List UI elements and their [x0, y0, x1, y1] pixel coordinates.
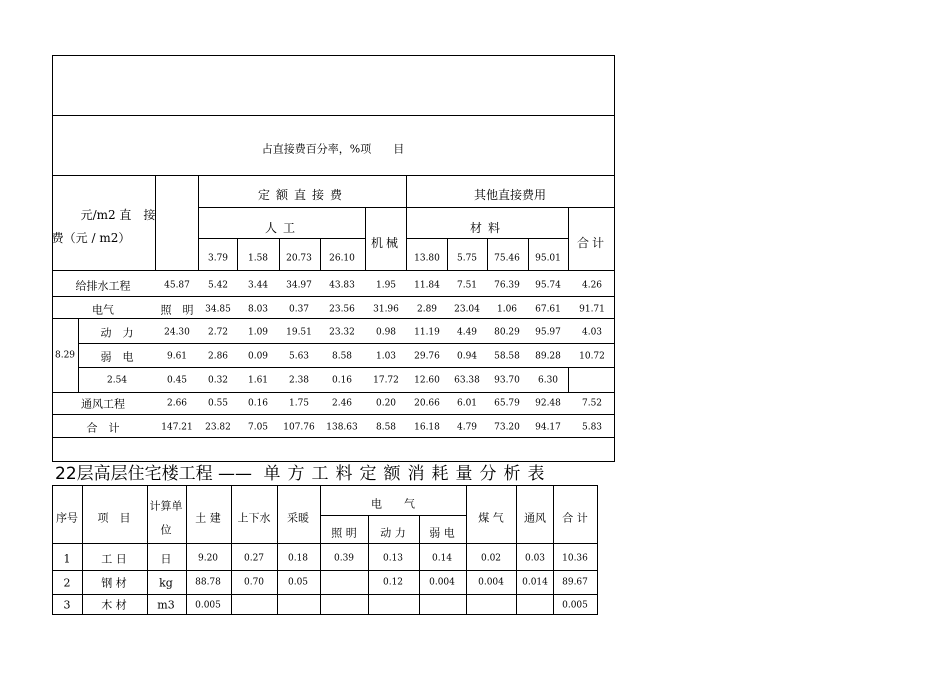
cell: 76.39 — [494, 280, 520, 291]
cell: 0.98 — [375, 327, 397, 338]
cell: 92.48 — [535, 398, 561, 409]
col-header-tujian: 土 建 — [195, 511, 221, 525]
col-header-xuhao: 序号 — [56, 511, 78, 525]
cell: 23.04 — [454, 304, 480, 315]
col-header-zhaoming: 照 明 — [331, 526, 357, 540]
cell: 10.36 — [562, 553, 588, 564]
table-2-title — [55, 462, 551, 486]
cell: 4.26 — [581, 280, 603, 291]
cell: 89.28 — [535, 351, 561, 362]
cell: 0.03 — [524, 553, 546, 564]
cell: 16.18 — [414, 422, 440, 433]
cell: 8.58 — [331, 351, 353, 362]
header-jixie: 机械 — [370, 236, 402, 250]
cell: 11.84 — [414, 280, 440, 291]
cell: 7.05 — [247, 422, 269, 433]
cell: 0.13 — [382, 553, 404, 564]
cell: 8.03 — [247, 304, 269, 315]
cell: 9.61 — [166, 351, 188, 362]
cell: 4.03 — [581, 327, 603, 338]
col-header-ruodian: 弱 电 — [429, 526, 455, 540]
cell: 91.71 — [579, 304, 605, 315]
col-header-dongli: 动 力 — [380, 526, 406, 540]
cell: 5.63 — [288, 351, 310, 362]
row-unit: 日 — [160, 552, 172, 566]
cell: 照 明 — [160, 303, 194, 317]
header-qita: 其他直接费用 — [473, 188, 547, 202]
cell: 43.83 — [329, 280, 355, 291]
cell: 107.76 — [283, 422, 315, 433]
cell: 20.66 — [414, 398, 440, 409]
cell: 2.66 — [166, 398, 188, 409]
row-name: 动 力 — [100, 326, 134, 340]
cell: 0.45 — [166, 375, 188, 386]
cell: 29.76 — [414, 351, 440, 362]
cell: 95.97 — [535, 327, 561, 338]
cell: 45.87 — [164, 280, 190, 291]
cell: 2.89 — [416, 304, 438, 315]
row-item: 木 材 — [101, 598, 127, 612]
cell: 0.004 — [429, 577, 455, 588]
cell: 11.19 — [414, 327, 440, 338]
cell: 0.18 — [287, 553, 309, 564]
cell: 88.78 — [195, 577, 221, 588]
header-unit-line1: 元/m2 直 接 — [80, 208, 156, 222]
cell: 0.55 — [207, 398, 229, 409]
side-label: 8.29 — [54, 350, 76, 361]
header-dinge: 定额直接费 — [257, 188, 349, 202]
cell: 0.09 — [247, 351, 269, 362]
title-part2: 单方工料定额消耗量分析表 — [263, 464, 552, 484]
row-unit: m3 — [157, 598, 175, 612]
row-item: 工 日 — [101, 552, 127, 566]
cell: 0.014 — [522, 577, 548, 588]
cell: 1.95 — [375, 280, 397, 291]
cell: 0.32 — [207, 375, 229, 386]
row-item: 钢 材 — [101, 576, 127, 590]
cell: 95.74 — [535, 280, 561, 291]
cell: 1.03 — [375, 351, 397, 362]
col-header-xiangmu: 项 目 — [97, 511, 131, 525]
cell: 3.44 — [247, 280, 269, 291]
cell: 5.42 — [207, 280, 229, 291]
col-header-dianqi: 电 气 — [371, 497, 415, 511]
cell: 67.61 — [535, 304, 561, 315]
title-part1: 22层高层住宅楼工程 —— — [55, 464, 253, 484]
subhead-value: 13.80 — [414, 253, 440, 264]
cell: 0.20 — [375, 398, 397, 409]
row-name: 弱 电 — [100, 350, 134, 364]
row-name: 通风工程 — [81, 397, 125, 411]
header-percent-label: 占直接费百分率，%项 目 — [261, 142, 405, 156]
cell: 94.17 — [535, 422, 561, 433]
cell: 2.38 — [288, 375, 310, 386]
cell: 0.16 — [247, 398, 269, 409]
cell: 19.51 — [286, 327, 312, 338]
cell: 24.30 — [164, 327, 190, 338]
subhead-value: 20.73 — [286, 253, 312, 264]
row-name: 合 计 — [86, 421, 120, 435]
col-header-cainuan: 采暖 — [287, 511, 309, 525]
cell: 4.79 — [456, 422, 478, 433]
cell: 17.72 — [373, 375, 399, 386]
row-name: 2.54 — [106, 375, 128, 386]
cell: 0.14 — [431, 553, 453, 564]
cell: 1.06 — [496, 304, 518, 315]
col-header-danwei-1: 计算单 — [149, 499, 183, 513]
cell: 7.51 — [456, 280, 478, 291]
cell: 31.96 — [373, 304, 399, 315]
cell: 1.09 — [247, 327, 269, 338]
col-header-danwei-2: 位 — [160, 523, 172, 537]
cell: 0.37 — [288, 304, 310, 315]
cell: 63.38 — [454, 375, 480, 386]
col-header-shangxiashui: 上下水 — [237, 511, 271, 525]
cell: 147.21 — [161, 422, 193, 433]
cell: 23.56 — [329, 304, 355, 315]
cell: 2.72 — [207, 327, 229, 338]
cell: 93.70 — [494, 375, 520, 386]
cell: 23.32 — [329, 327, 355, 338]
cell: 58.58 — [494, 351, 520, 362]
cell: 1.61 — [247, 375, 269, 386]
cell: 12.60 — [414, 375, 440, 386]
cell: 2.46 — [331, 398, 353, 409]
row-name: 给排水工程 — [75, 279, 131, 293]
row-no: 1 — [63, 552, 71, 566]
col-header-tongfeng: 通风 — [524, 511, 546, 525]
cell: 10.72 — [579, 351, 605, 362]
cell: 73.20 — [494, 422, 520, 433]
cell: 0.27 — [243, 553, 265, 564]
cell: 1.75 — [288, 398, 310, 409]
row-no: 2 — [63, 576, 71, 590]
subhead-value: 75.46 — [494, 253, 520, 264]
subhead-value: 26.10 — [329, 253, 355, 264]
header-cailiao: 材料 — [469, 221, 507, 235]
cell: 9.20 — [197, 553, 219, 564]
row-no: 3 — [63, 598, 71, 612]
cell: 4.49 — [456, 327, 478, 338]
subhead-value: 95.01 — [535, 253, 561, 264]
subhead-value: 1.58 — [247, 253, 269, 264]
cell: 6.01 — [456, 398, 478, 409]
cell: 7.52 — [581, 398, 603, 409]
cell: 0.05 — [287, 577, 309, 588]
cell: 0.02 — [480, 553, 502, 564]
cell: 8.58 — [375, 422, 397, 433]
col-header-meiqi: 煤 气 — [478, 511, 504, 525]
row-name: 电气 — [92, 303, 114, 317]
cell: 65.79 — [494, 398, 520, 409]
cell: 6.30 — [537, 375, 559, 386]
cell: 0.94 — [456, 351, 478, 362]
cell: 138.63 — [326, 422, 358, 433]
subhead-value: 3.79 — [207, 253, 229, 264]
cell: 23.82 — [205, 422, 231, 433]
cell: 0.12 — [382, 577, 404, 588]
cell: 0.39 — [333, 553, 355, 564]
header-unit-line2: 费（元 / m2） — [51, 231, 131, 245]
cell: 89.67 — [562, 577, 588, 588]
col-header-heji: 合 计 — [562, 511, 588, 525]
cell: 0.005 — [562, 600, 588, 611]
cell: 5.83 — [581, 422, 603, 433]
header-heji: 合计 — [576, 236, 608, 250]
cell: 0.16 — [331, 375, 353, 386]
cell: 80.29 — [494, 327, 520, 338]
cell: 34.97 — [286, 280, 312, 291]
cell: 2.86 — [207, 351, 229, 362]
cell: 0.005 — [195, 600, 221, 611]
cell: 0.004 — [478, 577, 504, 588]
subhead-value: 5.75 — [456, 253, 478, 264]
cell: 34.85 — [205, 304, 231, 315]
row-unit: kg — [159, 576, 173, 590]
cell: 0.70 — [243, 577, 265, 588]
header-rengong: 人工 — [264, 221, 302, 235]
